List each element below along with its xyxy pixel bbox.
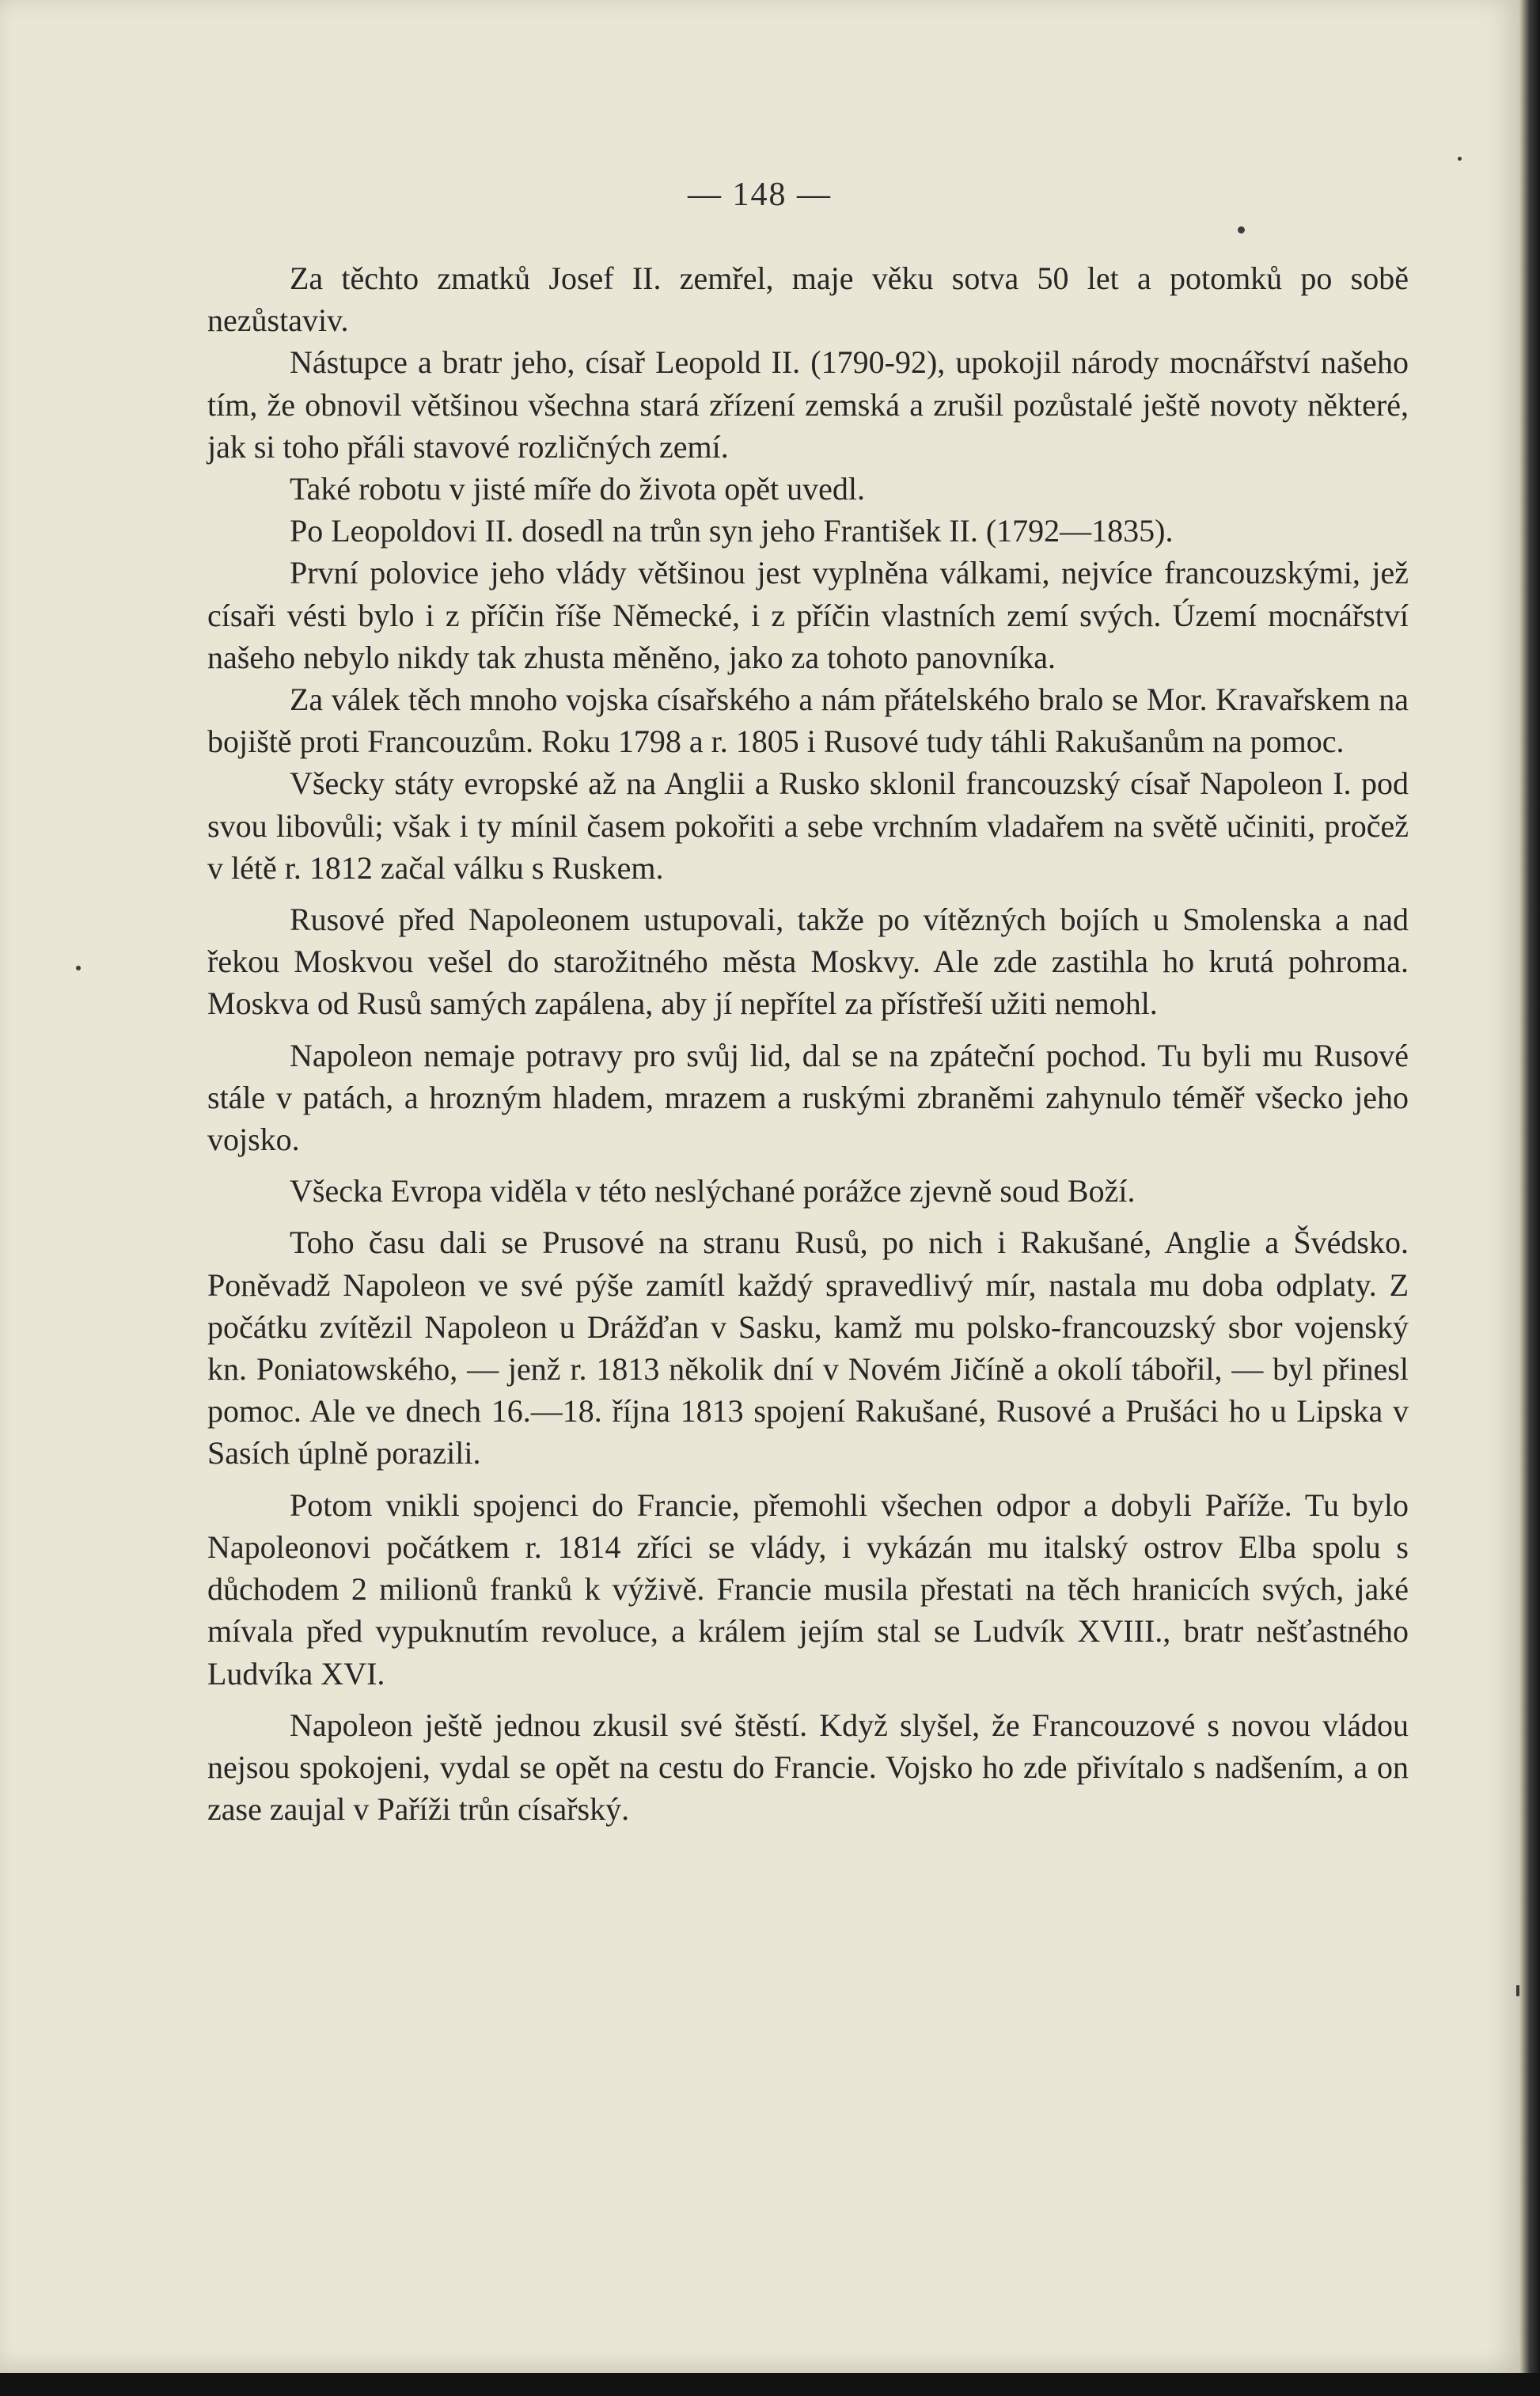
- paper-speck: [76, 966, 81, 970]
- scan-border: [0, 2373, 1540, 2396]
- paragraph: Potom vnikli spojenci do Francie, přemohli všechen odpor a dobyli Paříže. Tu bylo Napoleonovi počátkem r. 1814 zříci se vlády, i vykázán mu italský ostrov Elba spolu s důchodem 2 milionů franků k výživě. Francie musila přestati na těch hranicích svých, jaké mívala před vypuknutím revoluce, a králem jejím stal se Ludvík XVIII., bratr nešťastného Ludvíka XVI.: [207, 1487, 1409, 1692]
- paragraph: Všecky státy evropské až na Anglii a Rusko sklonil francouzský císař Napoleon I. pod svou libovůli; však i ty mínil časem pokořiti a sebe vrchním vladařem na světě učiniti, pročež v létě r. 1812 začal válku s Ruskem.: [207, 765, 1409, 886]
- page-edge: [1519, 0, 1540, 2396]
- paper-speck: [1458, 157, 1462, 161]
- paragraph: Všecka Evropa viděla v této neslýchané porážce zjevně soud Boží.: [290, 1173, 1136, 1209]
- paragraph: Rusové před Napoleonem ustupovali, takže po vítězných bojích u Smolenska a nad řekou Moskvou vešel do starožitného města Moskvy. Ale zde zastihla ho krutá pohroma. Moskva od Rusů samých zapálena, aby jí nepřítel za přístřeší užiti nemohl.: [207, 902, 1409, 1022]
- paragraph: První polovice jeho vlády většinou jest vyplněna válkami, nejvíce francouzskými, jež císaři vésti bylo i z příčin říše Německé, i z příčin vlastních zemí svých. Území mocnářství našeho nebylo nikdy tak zhusta měněno, jako za tohoto panovníka.: [207, 555, 1409, 675]
- body-text: [207, 257, 1409, 1830]
- paragraph: Toho času dali se Prusové na stranu Rusů, po nich i Rakušané, Anglie a Švédsko. Poněvadž Napoleon ve své pýše zamítl každý spravedlivý mír, nastala mu doba odplaty. Z počátku zvítězil Napoleon u Drážďan v Sasku, kamž mu polsko-francouzský sbor vojenský kn. Poniatowského, — jenž r. 1813 několik dní v Novém Jičíně a okolí tábořil, — byl přinesl pomoc. Ale ve dnech 16.—18. října 1813 spojení Rakušané, Rusové a Prušáci ho u Lipska v Sasích úplně porazili.: [207, 1225, 1409, 1471]
- paper-speck: [1238, 226, 1245, 234]
- page-number: — 148 —: [688, 177, 832, 213]
- paragraph: Po Leopoldovi II. dosedl na trůn syn jeho František II. (1792—1835).: [290, 513, 1174, 549]
- paragraph: Také robotu v jisté míře do života opět uvedl.: [290, 471, 866, 507]
- paragraph: Napoleon ještě jednou zkusil své štěstí. Když slyšel, že Francouzové s novou vládou nejsou spokojeni, vydal se opět na cestu do Francie. Vojsko ho zde přivítalo s nadšením, a on zase zaujal v Paříži trůn císařský.: [207, 1707, 1409, 1828]
- paragraph: Napoleon nemaje potravy pro svůj lid, dal se na zpáteční pochod. Tu byli mu Rusové stále v patách, a hrozným hladem, mrazem a ruskými zbraněmi zahynulo téměř všecko jeho vojsko.: [207, 1037, 1409, 1158]
- paragraph: Za válek těch mnoho vojska císařského a nám přátelského bralo se Mor. Kravařskem na bojiště proti Francouzům. Roku 1798 a r. 1805 i Rusové tudy táhli Rakušanům na pomoc.: [207, 682, 1409, 760]
- paragraph: Za těchto zmatků Josef II. zemřel, maje věku sotva 50 let a potomků po sobě nezůstaviv.: [207, 260, 1409, 339]
- paragraph: Nástupce a bratr jeho, císař Leopold II. (1790-92), upokojil národy mocnářství našeho tím, že obnovil většinou všechna stará zřízení zemská a zrušil pozůstalé ještě novoty některé, jak si toho přáli stavové rozličných zemí.: [207, 344, 1409, 465]
